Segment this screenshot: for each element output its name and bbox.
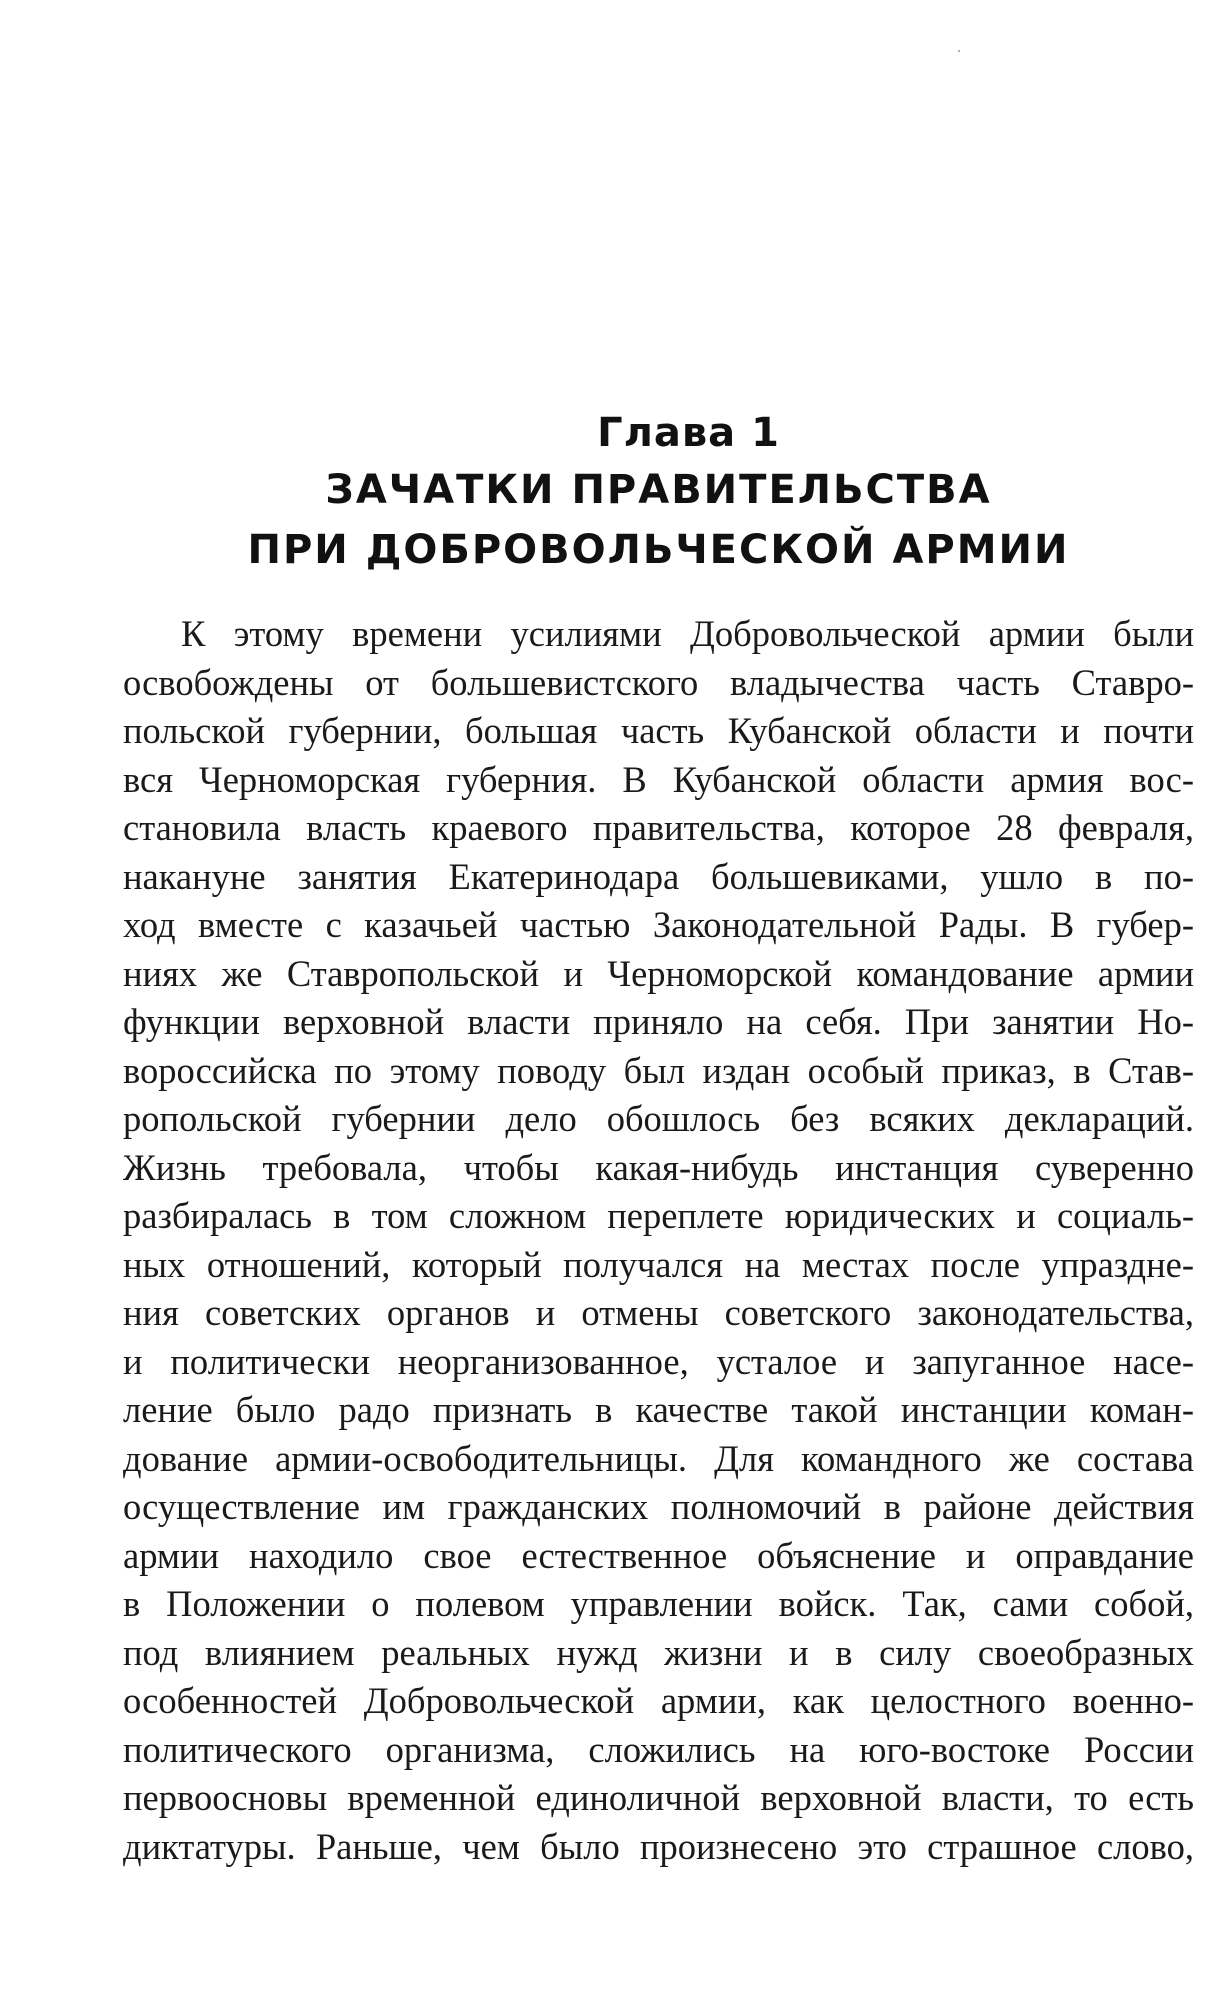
text-line: вся Черноморская губерния. В Кубанской области армия вос- [123,758,1194,800]
text-line: ропольской губернии дело обошлось без всяких деклараций. [123,1098,1194,1139]
text-line: и политически неорганизованное, усталое и запуганное насе- [123,1340,1194,1382]
text-line: в Положении о полевом управлении войск. Так, сами собой, [123,1583,1194,1624]
text-line: освобождены от большевистского владычества часть Ставро- [123,661,1194,703]
text-line: осуществление им гражданских полномочий в районе действия [123,1486,1194,1527]
text-line: Жизнь требовала, чтобы какая-нибудь инстанция суверенно [123,1146,1194,1188]
text-line: К этому времени усилиями Добровольческой армии были [181,613,1194,654]
text-line: становила власть краевого правительства, которое 28 февраля, [123,807,1194,848]
body-paragraph [123,610,1194,1871]
chapter-title-line-1: ЗАЧАТКИ ПРАВИТЕЛЬСТВА [325,467,992,513]
text-line: под влиянием реальных нужд жизни и в силу своеобразных [123,1631,1194,1673]
text-line: разбиралась в том сложном переплете юридических и социаль- [123,1195,1194,1236]
text-line: накануне занятия Екатеринодара большевиками, ушло в по- [123,855,1194,897]
text-line: армии находило свое естественное объяснение и оправдание [123,1534,1194,1576]
text-line: ход вместе с казачьей частью Законодательной Рады. В губер- [123,904,1194,945]
text-line: первоосновы временной единоличной верховной власти, то есть [123,1777,1194,1818]
text-line: функции верховной власти приняло на себя. При занятии Но- [123,1001,1194,1042]
paper-speck [958,50,960,52]
text-line: ниях же Ставропольской и Черноморской командование армии [123,952,1194,994]
text-line: дование армии-освободительницы. Для командного же состава [123,1437,1194,1479]
text-line: особенностей Добровольческой армии, как целостного военно- [123,1680,1194,1721]
text-line: вороссийска по этому поводу был издан особый приказ, в Став- [123,1049,1194,1091]
text-line: ния советских органов и отмены советского законодательства, [123,1292,1194,1333]
chapter-label: Глава 1 [597,410,780,456]
text-line: польской губернии, большая часть Кубанской области и почти [123,710,1194,751]
text-line: ных отношений, который получался на местах после упраздне- [123,1243,1194,1285]
text-line: ление было радо признать в качестве такой инстанции коман- [123,1389,1194,1430]
text-line: диктатуры. Раньше, чем было произнесено это страшное слово, [123,1825,1194,1867]
chapter-title-line-2: ПРИ ДОБРОВОЛЬЧЕСКОЙ АРМИИ [247,527,1070,573]
text-line: политического организма, сложились на юго-востоке России [123,1728,1194,1770]
